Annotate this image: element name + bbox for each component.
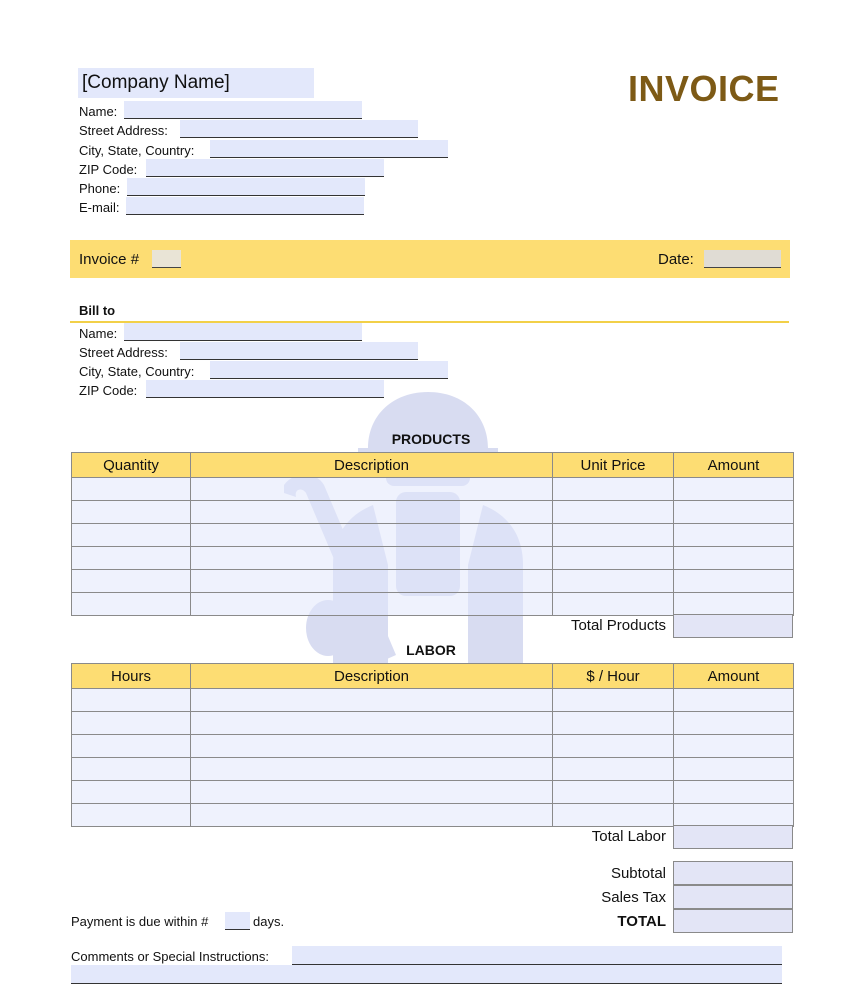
comments-label: Comments or Special Instructions: [71, 949, 269, 964]
products-col-quantity: Quantity [72, 453, 191, 478]
bill-street-field[interactable] [180, 342, 418, 360]
products-cell[interactable] [674, 570, 794, 593]
invoice-number-label: Invoice # [79, 251, 140, 268]
from-city-label: City, State, Country: [79, 143, 195, 158]
products-cell[interactable] [674, 524, 794, 547]
products-cell[interactable] [191, 570, 553, 593]
total-products-field[interactable] [673, 614, 793, 638]
labor-cell[interactable] [674, 804, 794, 827]
products-cell[interactable] [72, 570, 191, 593]
sales-tax-field[interactable] [673, 885, 793, 909]
bill-name-field[interactable] [124, 323, 362, 341]
labor-cell[interactable] [553, 735, 674, 758]
labor-cell[interactable] [553, 689, 674, 712]
total-label: TOTAL [617, 913, 666, 930]
from-city-field[interactable] [210, 140, 448, 158]
labor-col-hours: Hours [72, 664, 191, 689]
labor-cell[interactable] [674, 689, 794, 712]
labor-cell[interactable] [674, 781, 794, 804]
products-cell[interactable] [72, 524, 191, 547]
products-col-description: Description [191, 453, 553, 478]
products-cell[interactable] [553, 524, 674, 547]
labor-row [72, 758, 794, 781]
labor-row [72, 689, 794, 712]
labor-cell[interactable] [72, 712, 191, 735]
labor-cell[interactable] [553, 804, 674, 827]
labor-title: LABOR [406, 642, 456, 658]
labor-cell[interactable] [191, 781, 553, 804]
bill-zip-label: ZIP Code: [79, 383, 138, 398]
products-col-amount: Amount [674, 453, 794, 478]
from-phone-label: Phone: [79, 181, 121, 196]
labor-row [72, 781, 794, 804]
products-row [72, 501, 794, 524]
products-cell[interactable] [191, 478, 553, 501]
labor-table [71, 663, 794, 827]
products-cell[interactable] [72, 501, 191, 524]
labor-row [72, 735, 794, 758]
products-cell[interactable] [191, 524, 553, 547]
company-name-field[interactable]: [Company Name] [78, 68, 314, 98]
products-cell[interactable] [191, 593, 553, 616]
products-cell[interactable] [191, 547, 553, 570]
bill-to-heading: Bill to [79, 303, 116, 318]
labor-cell[interactable] [72, 758, 191, 781]
labor-cell[interactable] [674, 712, 794, 735]
sales-tax-label: Sales Tax [601, 889, 666, 906]
total-field[interactable] [673, 909, 793, 933]
date-field[interactable] [704, 250, 781, 268]
labor-cell[interactable] [72, 735, 191, 758]
subtotal-label: Subtotal [610, 865, 666, 882]
products-row [72, 593, 794, 616]
from-email-label: E-mail: [79, 200, 120, 215]
labor-col-description: Description [191, 664, 553, 689]
labor-cell[interactable] [553, 712, 674, 735]
payment-terms-prefix: Payment is due within # [71, 914, 209, 929]
bill-name-label: Name: [79, 326, 118, 341]
labor-cell[interactable] [674, 758, 794, 781]
bill-city-field[interactable] [210, 361, 448, 379]
from-street-label: Street Address: [79, 123, 168, 138]
labor-cell[interactable] [191, 689, 553, 712]
products-table [71, 452, 794, 616]
products-cell[interactable] [553, 570, 674, 593]
from-zip-label: ZIP Code: [79, 162, 138, 177]
products-cell[interactable] [553, 547, 674, 570]
from-email-field[interactable] [126, 197, 364, 215]
labor-cell[interactable] [191, 735, 553, 758]
payment-terms-suffix: days. [253, 914, 285, 929]
labor-cell[interactable] [191, 712, 553, 735]
total-labor-field[interactable] [673, 825, 793, 849]
invoice-number-field[interactable] [152, 250, 181, 268]
bill-zip-field[interactable] [146, 380, 384, 398]
payment-days-field[interactable] [225, 912, 250, 930]
date-label: Date: [658, 251, 694, 268]
products-cell[interactable] [553, 593, 674, 616]
products-row [72, 524, 794, 547]
labor-cell[interactable] [191, 758, 553, 781]
labor-row [72, 804, 794, 827]
total-products-label: Total Products [570, 617, 666, 634]
from-phone-field[interactable] [127, 178, 365, 196]
labor-cell[interactable] [72, 781, 191, 804]
products-cell[interactable] [72, 547, 191, 570]
invoice-title: INVOICE [628, 68, 780, 109]
labor-cell[interactable] [72, 804, 191, 827]
from-street-field[interactable] [180, 120, 418, 138]
labor-cell[interactable] [191, 804, 553, 827]
bill-street-label: Street Address: [79, 345, 168, 360]
products-row [72, 478, 794, 501]
from-name-field[interactable] [124, 101, 362, 119]
labor-col-amount: Amount [674, 664, 794, 689]
subtotal-field[interactable] [673, 861, 793, 885]
total-labor-label: Total Labor [591, 828, 666, 845]
labor-cell[interactable] [553, 781, 674, 804]
products-cell[interactable] [553, 478, 674, 501]
labor-row [72, 712, 794, 735]
products-cell[interactable] [553, 501, 674, 524]
products-cell[interactable] [674, 593, 794, 616]
labor-cell[interactable] [674, 735, 794, 758]
products-row [72, 570, 794, 593]
products-cell[interactable] [191, 501, 553, 524]
bill-city-label: City, State, Country: [79, 364, 195, 379]
products-cell[interactable] [72, 478, 191, 501]
products-cell[interactable] [674, 547, 794, 570]
labor-cell[interactable] [72, 689, 191, 712]
from-name-label: Name: [79, 104, 118, 119]
comments-field-line-1[interactable] [292, 946, 782, 965]
labor-cell[interactable] [553, 758, 674, 781]
products-title: PRODUCTS [391, 431, 471, 447]
from-zip-field[interactable] [146, 159, 384, 177]
products-cell[interactable] [72, 593, 191, 616]
products-cell[interactable] [674, 478, 794, 501]
products-row [72, 547, 794, 570]
comments-field-line-2[interactable] [71, 965, 782, 984]
products-cell[interactable] [674, 501, 794, 524]
products-col-unit-price: Unit Price [553, 453, 674, 478]
labor-col-rate: $ / Hour [553, 664, 674, 689]
